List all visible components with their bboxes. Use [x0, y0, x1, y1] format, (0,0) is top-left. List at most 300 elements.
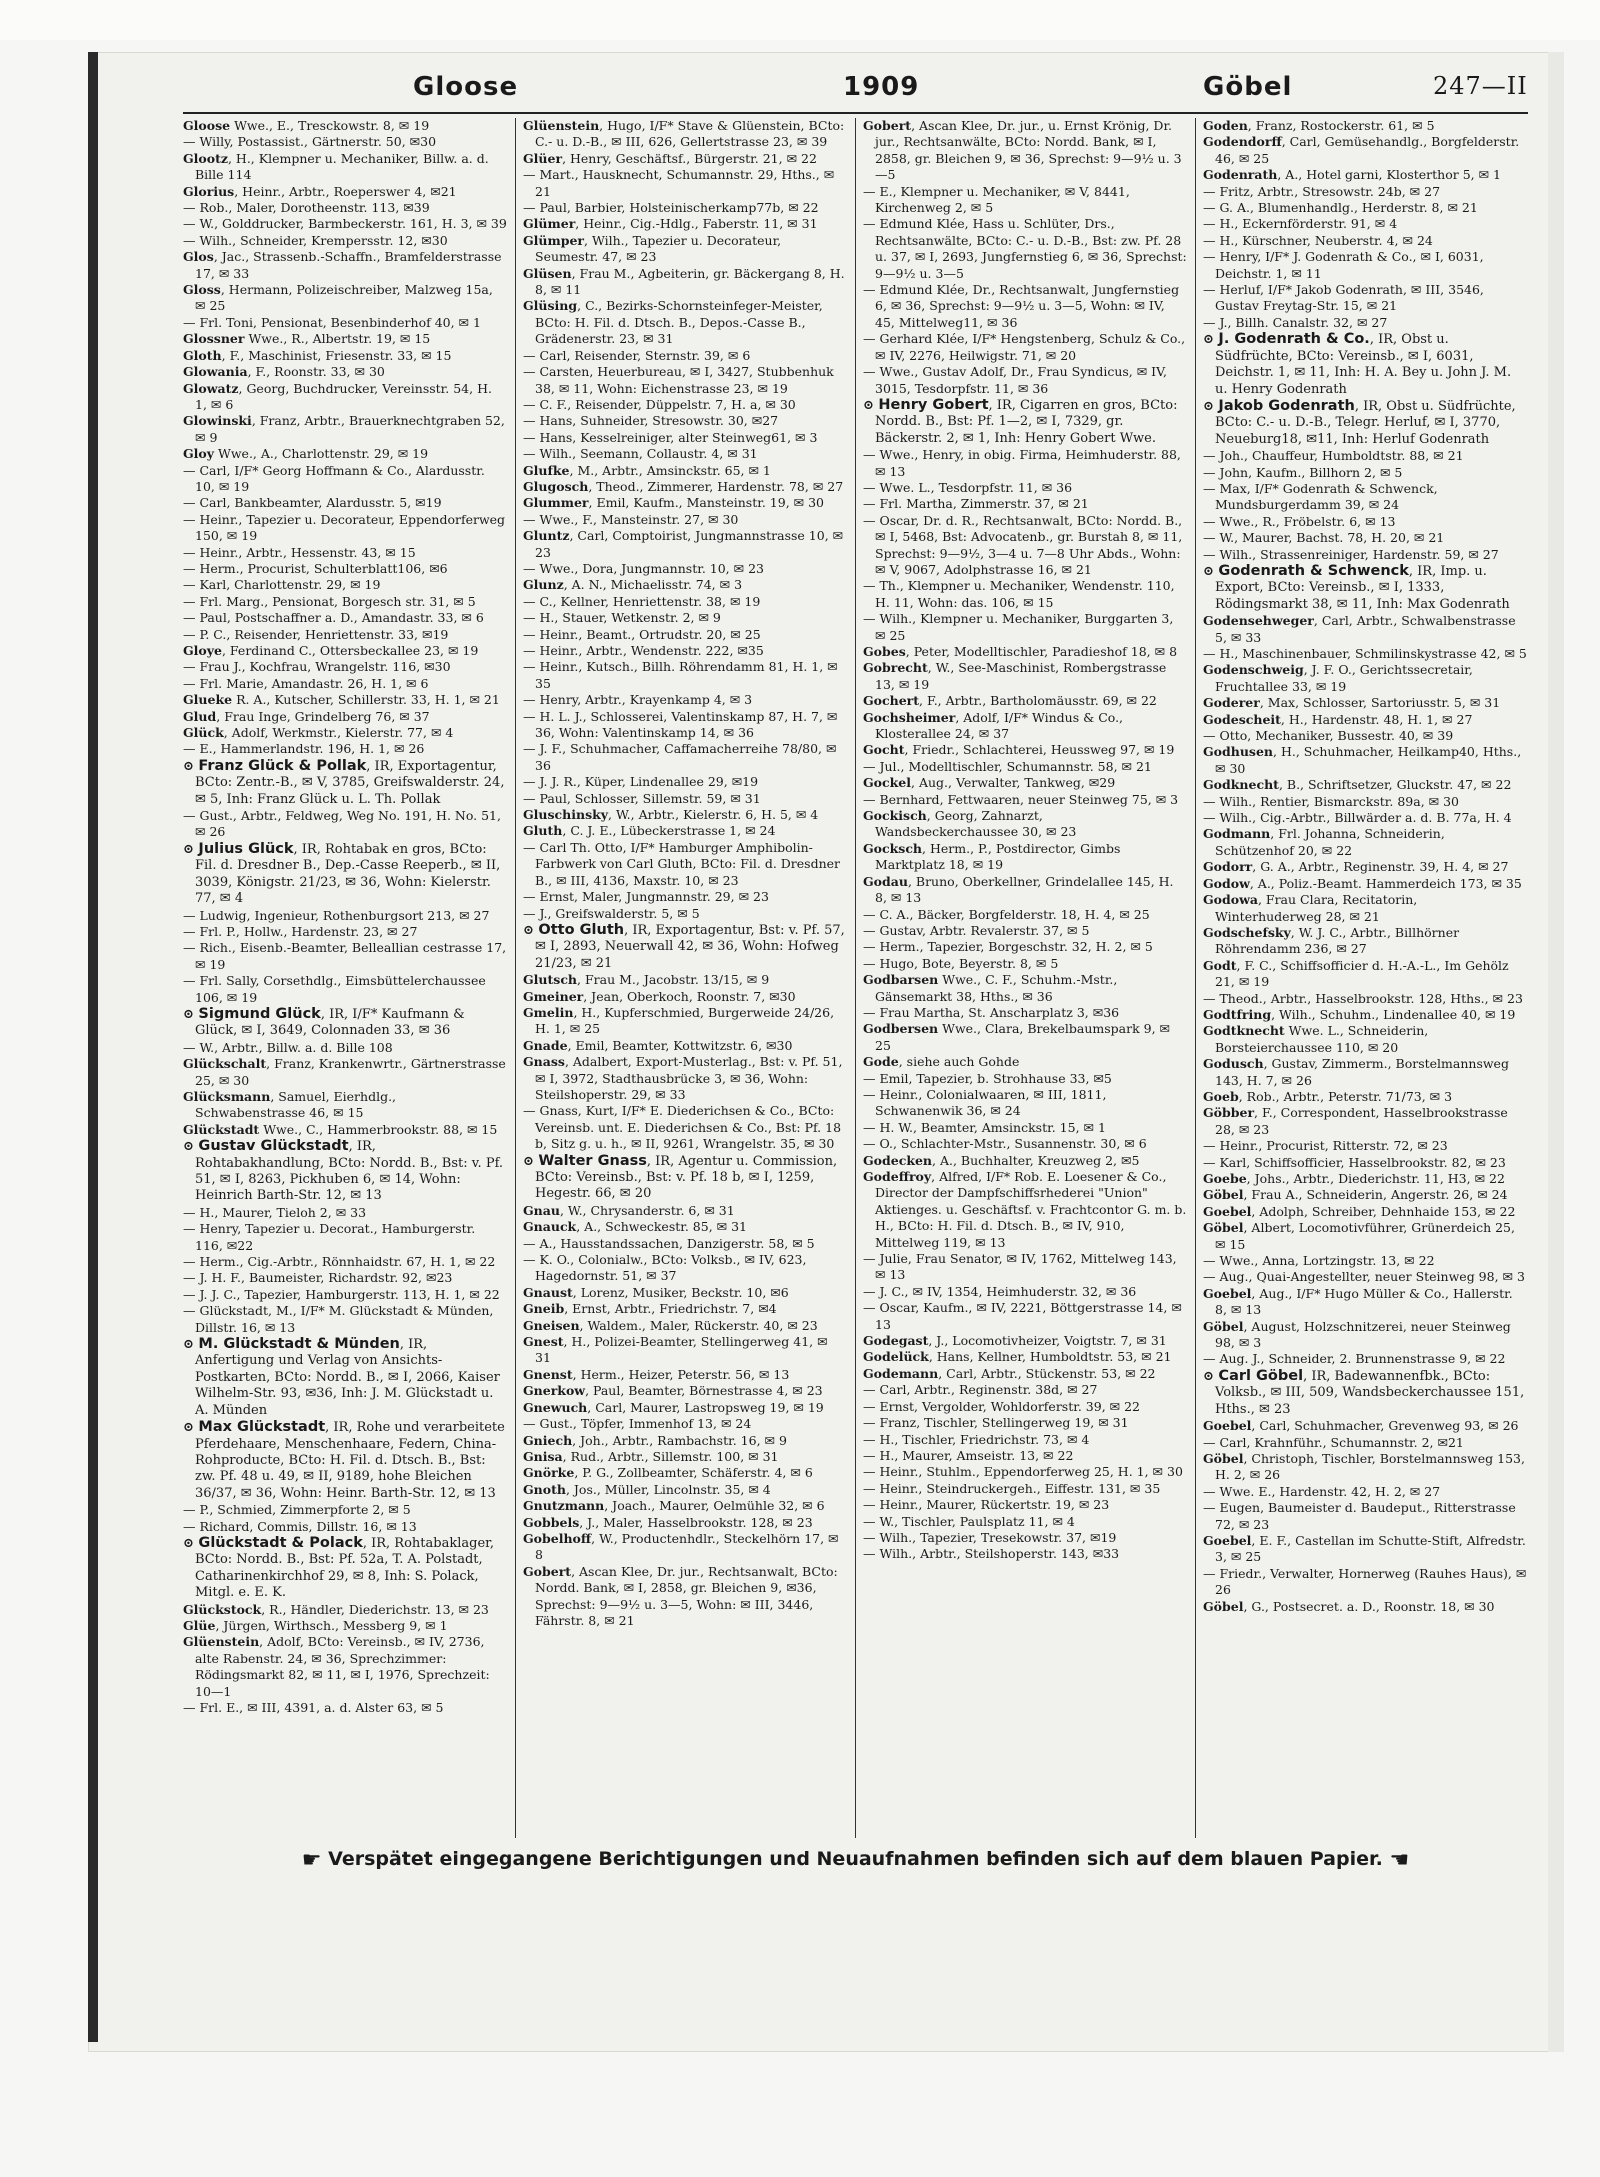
- entry-text: , Waldem., Maler, Rückerstr. 40, ✉ 23: [579, 1317, 818, 1333]
- entry-text: , Herm., Heizer, Peterstr. 56, ✉ 13: [572, 1366, 790, 1382]
- directory-entry: [863, 1087, 1187, 1120]
- entry-text: — Paul, Schlosser, Sillemstr. 59, ✉ 31: [523, 790, 761, 806]
- page-header: [183, 72, 1528, 112]
- entry-name: Göbel: [1203, 1450, 1244, 1466]
- entry-text: Wwe., C., Hammerbrookstr. 88, ✉ 15: [259, 1121, 498, 1137]
- entry-text: , C., Bezirks-Schornsteinfeger-Meister, BCto: H. Fil. d. Dtsch. B., Depos.-Casse B., Grädenerstr. 23, ✉ 31: [535, 298, 823, 347]
- pointing-hand-icon: ☚: [1389, 1848, 1410, 1873]
- entry-text: , Jürgen, Wirthsch., Messberg 9, ✉ 1: [215, 1617, 448, 1633]
- entry-text: , IR, Badewannenfbk., BCto: Volksb., ✉ III, 509, Wandsbeckerchaussee 151, Hths., ✉ 23: [1215, 1368, 1525, 1417]
- directory-entry: [523, 1465, 847, 1481]
- entry-text: — Hans, Suhneider, Stresowstr. 30, ✉27: [523, 413, 779, 429]
- entry-text: — H., Maschinenbauer, Schmilinskystrasse 42, ✉ 5: [1203, 646, 1527, 661]
- entry-text: — Karl, Charlottenstr. 29, ✉ 19: [183, 577, 381, 593]
- directory-entry: [1203, 991, 1527, 1007]
- directory-entry: [183, 908, 507, 924]
- entry-text: — Wilh., Klempner u. Mechaniker, Burggarten 3, ✉ 25: [863, 611, 1174, 643]
- entry-text: , Heinr., Cig.-Hdlg., Faberstr. 11, ✉ 31: [575, 216, 818, 232]
- entry-text: , A., Buchhalter, Kreuzweg 2, ✉5: [932, 1152, 1140, 1168]
- entry-text: — C. A., Bäcker, Borgfelderstr. 18, H. 4, ✉ 25: [863, 906, 1150, 922]
- entry-text: , W., Productenhdlr., Steckelhörn 17, ✉ 8: [535, 1530, 839, 1563]
- directory-entry: [863, 480, 1187, 496]
- column-4: [1203, 118, 1527, 1838]
- directory-entry: [1203, 249, 1527, 282]
- entry-name: Glummer: [523, 495, 589, 511]
- entry-text: , G. A., Arbtr., Reginenstr. 39, H. 4, ✉ 27: [1252, 859, 1509, 875]
- entry-text: — E., Hammerlandstr. 196, H. 1, ✉ 26: [183, 741, 425, 757]
- entry-text: , R., Händler, Diederichstr. 13, ✉ 23: [261, 1601, 489, 1617]
- entry-name: Gobrecht: [863, 660, 928, 676]
- directory-entry: [1203, 728, 1527, 744]
- directory-entry: [863, 759, 1187, 775]
- directory-entry: [183, 692, 507, 708]
- entry-name: Otto Gluth: [538, 921, 625, 938]
- entry-text: , W. J. C., Arbtr., Billhörner Röhrendamm 236, ✉ 27: [1215, 924, 1460, 957]
- directory-entry: [523, 840, 847, 889]
- directory-entry: [523, 1005, 847, 1038]
- entry-name: Gnest: [523, 1334, 564, 1350]
- entry-name: Gochsheimer: [863, 709, 956, 725]
- entry-name: Godeffroy: [863, 1169, 932, 1184]
- entry-text: , Emil, Kaufm., Mansteinstr. 19, ✉ 30: [588, 495, 825, 511]
- header-left-keyword: Gloose: [413, 72, 519, 102]
- entry-text: — W., Maurer, Bachst. 78, H. 20, ✉ 21: [1203, 530, 1445, 546]
- directory-entry: [1203, 958, 1527, 991]
- entry-name: Göbel: [1203, 1318, 1244, 1334]
- directory-entry: [863, 1448, 1187, 1464]
- directory-entry: [863, 1432, 1187, 1448]
- entry-name: Godensehweger: [1203, 613, 1314, 629]
- entry-name: Gockel: [863, 775, 911, 791]
- entry-name: Jakob Godenrath: [1218, 397, 1355, 414]
- directory-entry: [863, 282, 1187, 331]
- entry-text: — Ernst, Maler, Jungmannstr. 29, ✉ 23: [523, 889, 769, 905]
- entry-text: , IR, Rohtabak en gros, BCto: Fil. d. Dresdner B., Dep.-Casse Reeperb., ✉ II, 3039, Königstr. 21/23, ✉ 36, Wohn: Kielerstr. 77, ✉ 4: [195, 841, 501, 907]
- entry-text: — Gustav, Arbtr. Revalerstr. 37, ✉ 5: [863, 922, 1090, 938]
- directory-entry: [863, 1382, 1187, 1398]
- directory-entry: [183, 924, 507, 940]
- entry-text: Wwe., A., Charlottenstr. 29, ✉ 19: [214, 446, 429, 462]
- directory-entry: [183, 808, 507, 841]
- directory-entry: [523, 1318, 847, 1334]
- entry-text: — Julie, Frau Senator, ✉ IV, 1762, Mittelweg 143, ✉ 13: [863, 1251, 1177, 1283]
- directory-entry: [863, 808, 1187, 841]
- entry-text: , Ernst, Arbtr., Friedrichstr. 7, ✉4: [564, 1301, 777, 1317]
- directory-entry: [523, 594, 847, 610]
- entry-text: , H., Hardenstr. 48, H. 1, ✉ 27: [1280, 711, 1473, 727]
- entry-text: — J. J. C., Tapezier, Hamburgerstr. 113, H. 1, ✉ 22: [183, 1286, 500, 1302]
- entry-text: — G. A., Blumenhandlg., Herderstr. 8, ✉ 21: [1203, 200, 1478, 216]
- entry-text: — Frl. Marg., Pensionat, Borgesch str. 31, ✉ 5: [183, 593, 476, 609]
- entry-text: , M., Arbtr., Amsinckstr. 65, ✉ 1: [569, 462, 771, 478]
- directory-entry: [863, 1399, 1187, 1415]
- directory-entry: [523, 1301, 847, 1317]
- directory-entry: [183, 364, 507, 380]
- entry-text: , IR, Rohtabaklager, BCto: Nordd. B., Bst: Pf. 52a, T. A. Polstadt, Catharinenkirchhof 29, ✉ 8, Inh: S. Polack, Mitgl. e. E. K.: [195, 1535, 495, 1601]
- entry-text: , August, Holzschnitzerei, neuer Steinweg 98, ✉ 3: [1215, 1318, 1511, 1351]
- entry-name: Godusch: [1203, 1056, 1264, 1072]
- entry-text: , Jean, Oberkoch, Roonstr. 7, ✉30: [583, 988, 796, 1004]
- entry-text: — Mart., Hausknecht, Schumannstr. 29, Hths., ✉ 21: [523, 167, 835, 199]
- directory-entry: [1203, 1286, 1527, 1319]
- directory-entry: [1203, 1105, 1527, 1138]
- entry-text: , Jac., Strassenb.-Schaffn., Bramfelderstrasse 17, ✉ 33: [195, 249, 502, 281]
- entry-name: M. Glückstadt & Münden: [198, 1336, 400, 1353]
- entry-text: , Emil, Beamter, Kottwitzstr. 6, ✉30: [567, 1037, 793, 1053]
- directory-entry: [183, 594, 507, 610]
- entry-name: Godecken: [863, 1152, 933, 1168]
- header-right-keyword: Göbel: [1203, 72, 1293, 102]
- directory-entry: [523, 692, 847, 708]
- entry-text: , IR, Exportagentur, BCto: Zentr.-B., ✉ V, 3785, Greifswalderstr. 24, ✉ 5, Inh: Franz Glück u. L. Th. Pollak: [195, 758, 505, 807]
- entry-text: , E. F., Castellan im Schutte-Stift, Alfredstr. 3, ✉ 25: [1215, 1532, 1526, 1565]
- entry-name: Godemann: [863, 1365, 939, 1381]
- directory-entry: [1203, 1451, 1527, 1484]
- entry-name: Goebe: [1203, 1171, 1247, 1186]
- directory-entry: [1203, 134, 1527, 167]
- entry-text: — J., Billh. Canalstr. 32, ✉ 27: [1203, 314, 1388, 330]
- directory-entry: [1203, 200, 1527, 216]
- entry-text: , Frau A., Schneiderin, Angerstr. 26, ✉ 24: [1243, 1187, 1508, 1203]
- entry-text: , J., Maler, Hasselbrookstr. 128, ✉ 23: [579, 1514, 813, 1530]
- directory-entry: [523, 200, 847, 216]
- firm-entry: [1203, 1368, 1527, 1418]
- directory-entry: [1203, 233, 1527, 249]
- entry-text: — Gerhard Klée, I/F* Hengstenberg, Schulz & Co., ✉ IV, 2276, Heilwigstr. 71, ✉ 20: [863, 331, 1186, 363]
- entry-text: , Henry, Geschäftsf., Bürgerstr. 21, ✉ 22: [562, 150, 817, 166]
- entry-text: , Joh., Arbtr., Rambachstr. 16, ✉ 9: [572, 1432, 787, 1448]
- entry-name: Glüe: [183, 1617, 216, 1633]
- directory-entry: [183, 463, 507, 496]
- entry-text: , Herm., P., Postdirector, Gimbs Marktplatz 18, ✉ 19: [875, 840, 1121, 873]
- entry-text: , IR, Obst u. Südfrüchte, BCto: C.- u. D.-B., Telegr. Herluf, ✉ I, 3770, Neueburg18, ✉11, Inh: Herluf Godenrath: [1215, 398, 1516, 447]
- entry-name: Glück: [183, 725, 224, 741]
- entry-name: Godendorff: [1203, 134, 1282, 150]
- directory-entry: [863, 1120, 1187, 1136]
- entry-text: — J. H. F., Baumeister, Richardstr. 92, ✉23: [183, 1270, 453, 1286]
- directory-entry: [1203, 184, 1527, 200]
- directory-entry: [863, 1530, 1187, 1546]
- firm-entry: [183, 1419, 507, 1502]
- directory-entry: [523, 1498, 847, 1514]
- entry-name: Glümer: [523, 216, 576, 232]
- entry-text: , Friedr., Schlachterei, Heussweg 97, ✉ 19: [904, 742, 1175, 758]
- directory-entry: [1203, 1204, 1527, 1220]
- entry-text: , Carl, Arbtr., Schwalbenstrasse 5, ✉ 33: [1215, 613, 1516, 645]
- entry-text: — Frau J., Kochfrau, Wrangelstr. 116, ✉30: [183, 659, 451, 675]
- directory-entry: [523, 627, 847, 643]
- entry-text: , Ascan Klee, Dr. jur., u. Ernst Krönig, Dr. jur., Rechtsanwälte, BCto: Nordd. Bank, ✉ I, 2858, gr. Bleichen 9, ✉ 36, Sprechst: 9—9½ u. 3—5: [875, 118, 1182, 183]
- entry-name: Glutsch: [523, 972, 578, 988]
- entry-name: Gloy: [183, 446, 215, 462]
- entry-name: Godtknecht: [1203, 1023, 1285, 1039]
- entry-text: — Herm., Tapezier, Borgeschstr. 32, H. 2, ✉ 5: [863, 939, 1153, 955]
- entry-text: , A., Schweckestr. 85, ✉ 31: [576, 1219, 748, 1235]
- entry-name: Glootz: [183, 150, 228, 166]
- entry-text: — Rich., Eisenb.-Beamter, Belleallian cestrasse 17, ✉ 19: [183, 940, 507, 972]
- directory-entry: [183, 1700, 507, 1716]
- directory-entry: [1203, 892, 1527, 925]
- entry-name: Gluschinsky: [523, 807, 609, 823]
- entry-name: Godbarsen: [863, 972, 939, 988]
- entry-name: Godenrath & Schwenck: [1218, 562, 1409, 579]
- directory-entry: [1203, 744, 1527, 777]
- directory-entry: [183, 1040, 507, 1056]
- firm-entry: [1203, 398, 1527, 448]
- entry-text: , Lorenz, Musiker, Beckstr. 10, ✉6: [572, 1284, 789, 1300]
- directory-entry: [863, 1300, 1187, 1333]
- directory-entry: [1203, 481, 1527, 514]
- entry-name: Gloss: [183, 282, 221, 298]
- directory-entry: [1203, 1089, 1527, 1105]
- header-rule: [183, 112, 1528, 114]
- entry-name: Glueke: [183, 692, 233, 708]
- entry-text: — Wilh., Seemann, Collaustr. 4, ✉ 31: [523, 446, 758, 462]
- column-divider: [1195, 118, 1196, 1838]
- entry-text: — Carsten, Heuerbureau, ✉ I, 3427, Stubbenhuk 38, ✉ 11, Wohn: Eichenstrasse 23, ✉ 19: [523, 364, 834, 396]
- entry-name: Henry Gobert: [878, 396, 989, 413]
- entry-text: — John, Kaufm., Billhorn 2, ✉ 5: [1203, 464, 1403, 480]
- entry-name: Gnass: [523, 1054, 565, 1070]
- entry-name: Gobelhoff: [523, 1530, 592, 1546]
- directory-entry: [1203, 1007, 1527, 1023]
- directory-entry: [183, 643, 507, 659]
- entry-name: Godowa: [1203, 892, 1258, 908]
- directory-entry: [183, 1221, 507, 1254]
- directory-entry: [1203, 876, 1527, 892]
- directory-entry: [183, 1205, 507, 1221]
- directory-entry: [183, 446, 507, 462]
- directory-entry: [863, 1366, 1187, 1382]
- entry-text: , Bruno, Oberkellner, Grindelallee 145, H. 8, ✉ 13: [875, 873, 1174, 906]
- directory-entry: [863, 907, 1187, 923]
- entry-text: , Paul, Beamter, Börnestrasse 4, ✉ 23: [585, 1383, 823, 1399]
- entry-name: Sigmund Glück: [198, 1005, 321, 1022]
- directory-entry: [183, 709, 507, 725]
- directory-entry: [523, 791, 847, 807]
- directory-entry: [523, 972, 847, 988]
- entry-name: Godescheit: [1203, 711, 1281, 727]
- entry-name: Gnau: [523, 1202, 560, 1218]
- directory-entry: [863, 118, 1187, 184]
- entry-text: — Wwe., R., Fröbelstr. 6, ✉ 13: [1203, 513, 1396, 529]
- firm-entry: [183, 1006, 507, 1040]
- directory-entry: [523, 216, 847, 232]
- entry-text: , Heinr., Arbtr., Roeperswег 4, ✉21: [234, 183, 457, 199]
- entry-name: Glüenstein: [523, 118, 600, 133]
- entry-text: , Georg, Zahnarzt, Wandsbeckerchaussee 30, ✉ 23: [875, 808, 1077, 840]
- directory-entry: [863, 956, 1187, 972]
- entry-text: , F., Roonstr. 33, ✉ 30: [247, 364, 385, 380]
- directory-entry: [183, 315, 507, 331]
- scan-background: [0, 0, 1600, 40]
- directory-entry: [183, 1618, 507, 1634]
- directory-entry: [863, 331, 1187, 364]
- entry-name: Glückstadt & Polack: [198, 1534, 363, 1551]
- directory-entry: [523, 413, 847, 429]
- entry-text: , Carl, Comptoirist, Jungmannstrasse 10, ✉ 23: [535, 528, 844, 560]
- entry-name: Gnörke: [523, 1465, 575, 1481]
- directory-entry: [183, 184, 507, 200]
- entry-name: Gochert: [863, 693, 920, 709]
- entry-name: Gobert: [523, 1563, 572, 1579]
- entry-text: , Frau Clara, Recitatorin, Winterhuderweg 28, ✉ 21: [1215, 892, 1418, 924]
- directory-entry: [183, 1056, 507, 1089]
- directory-entry: [523, 807, 847, 823]
- entry-text: — J., Greifswalderstr. 5, ✉ 5: [523, 905, 700, 921]
- entry-text: — Paul, Barbier, Holsteinischerkamp77b, ✉ 22: [523, 200, 819, 216]
- entry-text: , Georg, Buchdrucker, Vereinsstr. 54, H. 1, ✉ 6: [195, 380, 492, 412]
- directory-entry: [183, 495, 507, 511]
- entry-name: Goeb: [1203, 1088, 1239, 1104]
- directory-entry: [1203, 448, 1527, 464]
- directory-entry: [1203, 547, 1527, 563]
- entry-text: , Franz, Rostockerstr. 61, ✉ 5: [1247, 118, 1435, 133]
- entry-text: , Alfred, I/F* Rob. E. Loesener & Co., Director der Dampfschiffsrhederei "Union" Aktienges. u. Geschäftsf. v. Frachtcontor G. m. b. H., BCto: H. Fil. d. Dtsch. B., ✉ IV, 910, Mittelweg 119, ✉ 13: [875, 1169, 1187, 1250]
- directory-entry: [183, 741, 507, 757]
- directory-entry: [183, 561, 507, 577]
- directory-entry: [863, 1169, 1187, 1251]
- entry-text: , Rud., Arbtr., Sillemstr. 100, ✉ 31: [562, 1448, 779, 1464]
- directory-entry: [523, 446, 847, 462]
- entry-name: Gmelin: [523, 1004, 574, 1020]
- directory-entry: [1203, 1484, 1527, 1500]
- directory-entry: [183, 1502, 507, 1518]
- directory-entry: [863, 1005, 1187, 1021]
- entry-name: Glunz: [523, 577, 564, 593]
- entry-text: — Frl. P., Hollw., Hardenstr. 23, ✉ 27: [183, 923, 418, 939]
- entry-text: — Frau Martha, St. Anscharplatz 3, ✉36: [863, 1004, 1120, 1020]
- entry-text: , J., Locomotivheizer, Voigtstr. 7, ✉ 31: [928, 1333, 1167, 1349]
- header-year: 1909: [843, 72, 920, 102]
- entry-text: , Peter, Modelltischler, Paradieshof 18, ✉ 8: [905, 644, 1178, 659]
- entry-text: , G., Postsecret. a. D., Roonstr. 18, ✉ 30: [1243, 1598, 1495, 1614]
- entry-name: Gmeiner: [523, 988, 584, 1004]
- entry-name: Glufke: [523, 462, 570, 478]
- entry-text: — J. J. R., Küper, Lindenallee 29, ✉19: [523, 774, 759, 790]
- firm-entry: [183, 1535, 507, 1602]
- pointing-hand-icon: ☛: [301, 1848, 322, 1873]
- entry-name: Gnenst: [523, 1366, 573, 1382]
- entry-text: — Heinr., Colonialwaaren, ✉ III, 1811, Schwanenwik 36, ✉ 24: [863, 1086, 1107, 1119]
- column-1: [183, 118, 507, 1838]
- entry-name: Glud: [183, 708, 217, 724]
- firm-entry: [1203, 331, 1527, 398]
- directory-entry: [523, 397, 847, 413]
- directory-entry: [523, 151, 847, 167]
- directory-entry: [863, 1333, 1187, 1349]
- entry-name: Glückschalt: [183, 1056, 267, 1072]
- entry-name: Gluntz: [523, 528, 570, 544]
- entry-text: — Frl. E., ✉ III, 4391, a. d. Alster 63, ✉ 5: [183, 1700, 444, 1715]
- entry-text: — Frl. Sally, Corsethdlg., Eimsbüttelerchaussee 106, ✉ 19: [183, 973, 486, 1005]
- entry-text: — Oscar, Dr. d. R., Rechtsanwalt, BCto: Nordd. B., ✉ I, 5468, Bst: Advocatenb., gr. Burstah 8, ✉ 11, Sprechst: 9—9½, 3—4 u. 7—8 Uhr Abds., Wohn: ✉ V, 9067, Adolphstrasse 16, ✉ 21: [863, 512, 1183, 577]
- entry-text: , Aug., I/F* Hugo Müller & Co., Hallerstr. 8, ✉ 13: [1215, 1285, 1513, 1318]
- directory-entry: [523, 348, 847, 364]
- directory-entry: [1203, 1187, 1527, 1203]
- directory-entry: [863, 1349, 1187, 1365]
- directory-entry: [1203, 1220, 1527, 1253]
- directory-entry: [863, 496, 1187, 512]
- entry-text: — W., Golddrucker, Barmbeckerstr. 161, H. 3, ✉ 39: [183, 216, 507, 232]
- directory-entry: [1203, 1155, 1527, 1171]
- entry-text: — Wwe. L., Tesdorpfstr. 11, ✉ 36: [863, 479, 1073, 495]
- directory-entry: [1203, 1435, 1527, 1451]
- directory-entry: [863, 1021, 1187, 1054]
- directory-entry: [183, 413, 507, 446]
- entry-text: , IR, Imp. u. Export, BCto: Vereinsb., ✉ I, 1333, Rödingsmarkt 38, ✉ 11, Inh: Max Godenrath: [1215, 563, 1510, 612]
- directory-entry: [183, 659, 507, 675]
- directory-columns: [183, 118, 1528, 1838]
- entry-text: , F., Maschinist, Friesenstr. 33, ✉ 15: [221, 347, 452, 363]
- directory-entry: [523, 495, 847, 511]
- entry-text: , C. J. E., Lübeckerstrasse 1, ✉ 24: [562, 823, 776, 839]
- directory-entry: [523, 167, 847, 200]
- directory-entry: [1203, 1351, 1527, 1367]
- directory-entry: [523, 1433, 847, 1449]
- directory-entry: [183, 545, 507, 561]
- entry-text: R. A., Kutscher, Schillerstr. 33, H. 1, ✉ 21: [232, 692, 500, 708]
- directory-entry: [863, 1251, 1187, 1284]
- entry-text: — W., Arbtr., Billw. a. d. Bille 108: [183, 1039, 393, 1055]
- directory-entry: [863, 1415, 1187, 1431]
- directory-entry: [523, 577, 847, 593]
- directory-entry: [1203, 1599, 1527, 1615]
- entry-text: , IR, Exportagentur, Bst: v. Pf. 57, ✉ I, 2893, Neuerwall 42, ✉ 36, Wohn: Hofweg 21/23, ✉ 21: [535, 922, 845, 971]
- entry-text: — H., Kürschner, Neuberstr. 4, ✉ 24: [1203, 232, 1433, 248]
- footer-notice-text: Verspätet eingegangene Berichtigungen und Neuaufnahmen befinden sich auf dem blauen Papier.: [328, 1848, 1383, 1870]
- directory-entry: [1203, 118, 1527, 134]
- entry-name: Gnade: [523, 1037, 568, 1053]
- entry-text: — W., Tischler, Paulsplatz 11, ✉ 4: [863, 1513, 1075, 1529]
- entry-text: , IR, Rohe und verarbeitete Pferdehaare, Menschenhaare, Federn, China-Rohproducte, BCto: H. Fil. d. Dtsch. B., Bst: zw. Pf. 48 u. 49, ✉ II, 9189, hohe Bleichen 36/37, ✉ 36, Wohn: Heinr. Barth-Str. 12, ✉ 13: [195, 1420, 505, 1501]
- directory-entry: [863, 710, 1187, 743]
- entry-name: Godegast: [863, 1333, 929, 1349]
- entry-text: , F., Correspondent, Hasselbrookstrasse 28, ✉ 23: [1215, 1105, 1508, 1137]
- directory-entry: [863, 841, 1187, 874]
- entry-text: — Hugo, Bote, Beyerstr. 8, ✉ 5: [863, 955, 1059, 971]
- entry-text: , H., Schuhmacher, Heilkamp40, Hths., ✉ 30: [1215, 744, 1522, 776]
- directory-entry: [1203, 826, 1527, 859]
- entry-text: — Edmund Klée, Hass u. Schlüter, Drs., Rechtsanwälte, BCto: C.- u. D.-B., Bst: zw. Pf. 28 u. 37, ✉ I, 2693, Jungfernstieg 6, ✉ 36, Sprechst: 9—9½ u. 3—5: [863, 216, 1187, 281]
- directory-entry: [183, 1254, 507, 1270]
- directory-entry: [863, 1497, 1187, 1513]
- entry-text: — Karl, Schiffsofficier, Hasselbrookstr. 82, ✉ 23: [1203, 1154, 1506, 1170]
- entry-text: Wwe., R., Albertstr. 19, ✉ 15: [244, 331, 431, 347]
- entry-name: Glüsen: [523, 265, 572, 281]
- entry-name: J. Godenrath & Co.: [1218, 331, 1370, 348]
- entry-name: Goebel: [1203, 1418, 1252, 1434]
- entry-name: Gnaust: [523, 1284, 573, 1300]
- entry-text: , Max, Schlosser, Sartoriusstr. 5, ✉ 31: [1259, 695, 1501, 711]
- directory-entry: [1203, 1023, 1527, 1056]
- entry-name: Glücksmann: [183, 1088, 271, 1104]
- entry-name: Glowania: [183, 364, 248, 380]
- directory-entry: [523, 561, 847, 577]
- entry-name: Goebel: [1203, 1203, 1252, 1219]
- directory-entry: [1203, 1269, 1527, 1285]
- entry-name: Goden: [1203, 118, 1248, 133]
- entry-text: , W., See-Maschinist, Rombergstrasse 13, ✉ 19: [875, 660, 1167, 692]
- directory-entry: [183, 233, 507, 249]
- directory-entry: [183, 331, 507, 347]
- directory-entry: [523, 1236, 847, 1252]
- entry-text: — Wwe. E., Hardenstr. 42, H. 2, ✉ 27: [1203, 1483, 1441, 1499]
- entry-text: — Theod., Arbtr., Hasselbrookstr. 128, Hths., ✉ 23: [1203, 990, 1523, 1006]
- directory-entry: [523, 1367, 847, 1383]
- directory-entry: [523, 463, 847, 479]
- entry-text: — Heinr., Beamt., Ortrudstr. 20, ✉ 25: [523, 626, 761, 642]
